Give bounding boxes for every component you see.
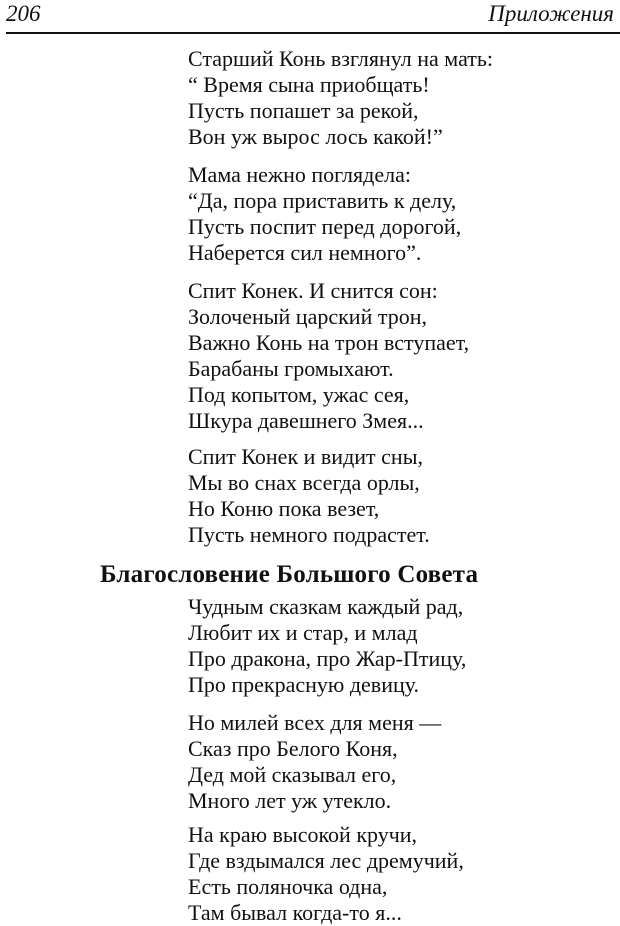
verse-line: Но Коню пока везет, <box>188 496 380 521</box>
stanza <box>188 444 608 548</box>
verse-line: Про дракона, про Жар-Птицу, <box>188 646 467 671</box>
verse-line: Про прекрасную девицу. <box>188 672 420 697</box>
verse-line: Чудным сказкам каждый рад, <box>188 594 464 619</box>
verse-line: Но милей всех для меня — <box>188 710 442 735</box>
stanza <box>188 594 608 698</box>
stanza <box>188 46 608 150</box>
stanza <box>188 822 608 926</box>
verse-line: Пусть попашет за рекой, <box>188 98 419 123</box>
verse-line: Наберется сил немного”. <box>188 240 422 265</box>
verse-line: На краю высокой кручи, <box>188 822 418 847</box>
verse-line: Барабаны громыхают. <box>188 356 394 381</box>
verse-line: Мама нежно поглядела: <box>188 162 411 187</box>
verse-line: Под копытом, ужас сея, <box>188 382 410 407</box>
verse-line: Там бывал когда-то я... <box>188 900 402 925</box>
stanza <box>188 710 608 814</box>
verse-line: Шкура давешнего Змея... <box>188 408 424 433</box>
page-number: 206 <box>6 1 41 26</box>
verse-line: Старший Конь взглянул на мать: <box>188 46 494 71</box>
verse-line: Золоченый царский трон, <box>188 304 427 329</box>
running-title: Приложения <box>488 1 614 26</box>
verse-line: Спит Конек. И снится сон: <box>188 278 438 303</box>
section-heading: Благословение Большого Совета <box>100 561 479 588</box>
verse-line: “Да, пора приставить к делу, <box>188 188 457 213</box>
stanza <box>188 278 608 434</box>
verse-line: Дед мой сказывал его, <box>188 762 397 787</box>
verse-line: Важно Конь на трон вступает, <box>188 330 470 355</box>
page-header <box>6 0 614 30</box>
verse-line: “ Время сына приобщать! <box>188 72 430 97</box>
verse-line: Где вздымался лес дремучий, <box>188 848 464 873</box>
verse-line: Спит Конек и видит сны, <box>188 444 423 469</box>
stanza <box>188 162 608 266</box>
verse-line: Вон уж вырос лось какой!” <box>188 124 443 149</box>
header-rule <box>6 32 620 34</box>
verse-line: Любит их и стар, и млад <box>188 620 418 645</box>
verse-line: Пусть поспит перед дорогой, <box>188 214 462 239</box>
verse-line: Мы во снах всегда орлы, <box>188 470 420 495</box>
verse-line: Есть поляночка одна, <box>188 874 388 899</box>
verse-line: Много лет уж утекло. <box>188 788 392 813</box>
verse-line: Сказ про Белого Коня, <box>188 736 398 761</box>
verse-line: Пусть немного подрастет. <box>188 522 430 547</box>
